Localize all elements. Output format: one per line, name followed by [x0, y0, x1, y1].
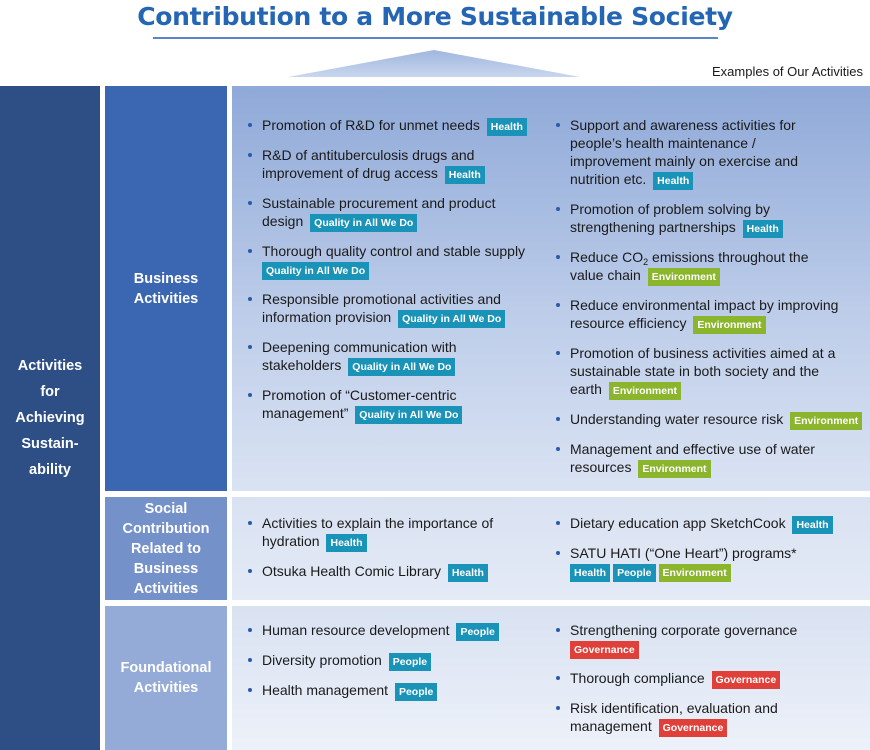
list-item	[262, 146, 485, 184]
category-foundational-activities	[105, 606, 227, 750]
category-line: Contribution	[122, 520, 210, 537]
left-column-line: Activities	[17, 358, 83, 374]
item-text: hydration	[262, 533, 320, 549]
item-text: resources	[570, 459, 632, 475]
category-line: Activities	[133, 580, 199, 597]
title-underline	[153, 37, 718, 39]
health-tag: Health	[487, 118, 527, 136]
quality-tag: Quality in All We Do	[348, 358, 455, 376]
item-text: Diversity promotion	[262, 652, 382, 668]
item-text: Activities to explain the importance of	[262, 515, 494, 531]
governance-tag: Governance	[659, 719, 728, 737]
category-line: Social	[144, 500, 188, 517]
environment-tag: Environment	[790, 412, 862, 430]
item-text: improvement mainly on exercise and	[570, 153, 798, 169]
category-line: Related to	[130, 540, 202, 557]
item-text: Thorough compliance	[570, 670, 705, 686]
environment-tag: Environment	[648, 268, 720, 286]
list-item	[570, 669, 780, 689]
item-text: information provision	[262, 309, 392, 325]
list-item	[570, 514, 833, 534]
item-text: Human resource development	[262, 622, 450, 638]
environment-tag: Environment	[609, 382, 681, 400]
item-text: people’s health maintenance /	[570, 135, 756, 151]
item-text: Responsible promotional activities and	[262, 291, 501, 307]
item-text: Sustainable procurement and product	[262, 195, 496, 211]
page-title: Contribution to a More Sustainable Society	[137, 2, 733, 31]
item-text: emissions throughout the	[648, 249, 809, 265]
list-item	[570, 699, 778, 737]
list-item	[570, 248, 809, 286]
upward-arrow-shape	[288, 50, 580, 77]
item-text: earth	[570, 381, 602, 397]
category-line: Business	[133, 560, 199, 577]
list-item	[570, 544, 797, 582]
environment-tag: Environment	[659, 564, 731, 582]
environment-tag: Environment	[693, 316, 765, 334]
item-text: management”	[262, 405, 349, 421]
health-tag: Health	[570, 564, 610, 582]
health-tag: Health	[448, 564, 488, 582]
item-text: Management and effective use of water	[570, 441, 815, 457]
list-item	[262, 514, 493, 552]
list-item	[262, 651, 431, 671]
list-item	[262, 681, 437, 701]
health-tag: Health	[445, 166, 485, 184]
health-tag: Health	[326, 534, 366, 552]
item-text: sustainable state in both society and the	[570, 363, 820, 379]
item-text: Dietary education app SketchCook	[570, 515, 786, 531]
item-text: resource efficiency	[570, 315, 687, 331]
governance-tag: Governance	[570, 641, 639, 659]
quality-tag: Quality in All We Do	[398, 310, 505, 328]
people-tag: People	[395, 683, 437, 701]
left-column-line: Achieving	[15, 410, 85, 426]
subscript-text: 2	[643, 257, 649, 267]
item-text: Reduce environmental impact by improving	[570, 297, 839, 313]
item-text: nutrition etc.	[570, 171, 647, 187]
people-tag: People	[613, 564, 655, 582]
list-item	[262, 338, 457, 376]
list-item	[570, 116, 798, 190]
category-line: Activities	[133, 680, 199, 696]
left-column-line: ability	[29, 462, 71, 478]
item-text: Deepening communication with	[262, 339, 457, 355]
list-item	[262, 116, 527, 136]
people-tag: People	[456, 623, 498, 641]
item-text: Promotion of “Customer-centric	[262, 387, 457, 403]
item-text: R&D of antituberculosis drugs and	[262, 147, 475, 163]
item-text: Understanding water resource risk	[570, 411, 784, 427]
activities-for-sustainability-column	[0, 86, 100, 750]
item-text: Health management	[262, 682, 389, 698]
list-item	[570, 296, 838, 334]
list-item	[262, 386, 462, 424]
item-text: Promotion of problem solving by	[570, 201, 770, 217]
item-text: value chain	[570, 267, 641, 283]
list-item	[570, 621, 797, 659]
item-text: management	[570, 718, 652, 734]
health-tag: Health	[653, 172, 693, 190]
list-item	[262, 562, 488, 582]
left-column-line: Sustain-	[21, 436, 79, 452]
item-text: Support and awareness activities for	[570, 117, 796, 133]
list-item	[262, 621, 499, 641]
governance-tag: Governance	[712, 671, 781, 689]
category-business-activities	[105, 86, 227, 491]
item-text: design	[262, 213, 304, 229]
item-text: Reduce CO	[570, 249, 644, 265]
item-text: Risk identification, evaluation and	[570, 700, 778, 716]
category-line: Business	[133, 270, 199, 287]
item-text: improvement of drug access	[262, 165, 438, 181]
item-text: Otsuka Health Comic Library	[262, 563, 441, 579]
item-text: stakeholders	[262, 357, 342, 373]
category-line: Foundational	[120, 660, 212, 676]
item-text: SATU HATI (“One Heart”) programs*	[570, 545, 797, 561]
health-tag: Health	[792, 516, 832, 534]
health-tag: Health	[743, 220, 783, 238]
quality-tag: Quality in All We Do	[355, 406, 462, 424]
left-column-line: for	[40, 384, 60, 400]
list-item	[262, 194, 495, 232]
item-text: Promotion of R&D for unmet needs	[262, 117, 480, 133]
item-text: Thorough quality control and stable supply	[262, 243, 526, 259]
quality-tag: Quality in All We Do	[262, 262, 369, 280]
item-text: Promotion of business activities aimed at a	[570, 345, 836, 361]
list-item	[570, 410, 862, 430]
category-line: Activities	[133, 290, 199, 307]
list-item	[570, 200, 783, 238]
quality-tag: Quality in All We Do	[310, 214, 417, 232]
list-item	[570, 344, 835, 400]
environment-tag: Environment	[638, 460, 710, 478]
item-text: strengthening partnerships	[570, 219, 736, 235]
list-item	[262, 290, 505, 328]
category-social-contribution	[105, 497, 227, 600]
item-text: Strengthening corporate governance	[570, 622, 798, 638]
list-item	[262, 242, 525, 280]
examples-label: Examples of Our Activities	[712, 64, 863, 79]
list-item	[570, 440, 815, 478]
people-tag: People	[389, 653, 431, 671]
